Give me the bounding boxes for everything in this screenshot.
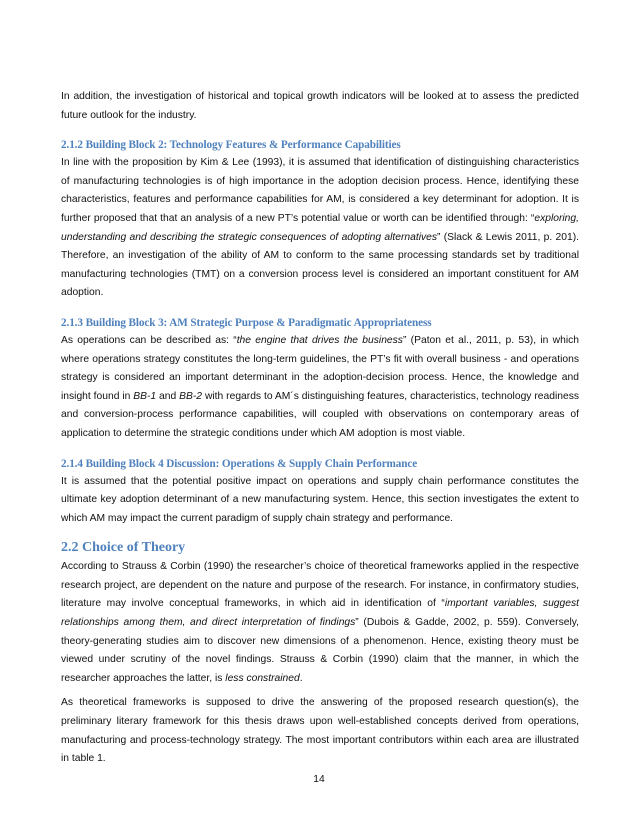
block3-quote: the engine that drives the business <box>236 334 403 346</box>
block3-text-b: ” (Paton et al., 2011, p. 53), in which where operations strategy constitutes the long-term guidelines, the PT’s fit with overall business - and operations strategy is considered an important determinant in the adoption-decision process. Hence, the knowledge and insight found in <box>61 334 579 402</box>
block2-text-b: ” (Slack & Lewis 2011, p. 201). Therefore, an investigation of the ability of AM to conform to the same processing standards set by traditional manufacturing technologies (TMT) on a conversion process level is considered an important constituent for AM adoption. <box>61 231 579 299</box>
page-number: 14 <box>313 774 325 785</box>
block4-paragraph: It is assumed that the potential positive impact on operations and supply chain performance constitutes the ultimate key adoption determinant of a new manufacturing system. Hence, this section investigates the extent to which AM may impact the current paradigm of supply chain strategy and performance. <box>61 475 579 524</box>
theory-quote: important variables, suggest relationships among them, and direct interpretation of findings <box>61 598 579 629</box>
theory-paragraph-2: As theoretical frameworks is supposed to drive the answering of the proposed research question(s), the preliminary literary framework for this thesis draws upon well-established concepts derived from operations, manufacturing and process-technology strategy. The most important contributors within each area are illustrated in table 1. <box>61 697 579 765</box>
block3-heading: 2.1.3 Building Block 3: AM Strategic Purpose & Paradigmatic Appropriateness <box>61 316 432 329</box>
block3-bb2: BB-2 <box>179 390 203 402</box>
theory-text-b: ” (Dubois & Gadde, 2002, p. 559). Conversely, theory-generating studies aim to discover new dimensions of a phenomenon. Hence, existing theory must be viewed under scrutiny of the novel findings. Strauss & Corbin (1990) claim that the manner, in which the researcher approaches the latter, is <box>61 617 579 684</box>
block3-text-d: with regards to AM´s distinguishing features, characteristics, technology readiness and conversion-process performance capabilities, will coupled with observations on contemporary areas of application to determine the strategic conditions under which AM adoption is most viable. <box>61 390 579 439</box>
theory-heading: 2.2 Choice of Theory <box>61 540 186 556</box>
block3-text-a: As operations can be described as: “ <box>61 334 237 346</box>
block2-heading: 2.1.2 Building Block 2: Technology Features & Performance Capabilities <box>61 139 401 152</box>
page-content <box>61 88 579 769</box>
block3-text-c: and <box>156 390 180 402</box>
theory-text-c: . <box>299 672 303 684</box>
block2-text-a: In line with the proposition by Kim & Lee (1993), it is assumed that identification of distinguishing characteristics of manufacturing technologies is of high importance in the adoption decision process. Hence, identifying these characteristics, features and performance capabilities for AM, is considered a key determinant for adoption. It is further proposed that that an analysis of a new PT’s potential value or worth can be identified through: “ <box>61 157 579 224</box>
theory-text-a: According to Strauss & Corbin (1990) the researcher’s choice of theoretical frameworks applied in the respective research project, are dependent on the nature and purpose of the research. For instance, in confirmatory studies, literature may involve conceptual frameworks, in which aid in identification of “ <box>61 561 579 610</box>
intro-paragraph: In addition, the investigation of historical and topical growth indicators will be looked at to assess the predicted future outlook for the industry. <box>61 91 579 121</box>
theory-paragraph-1 <box>61 558 579 688</box>
block3-bb1: BB-1 <box>133 390 157 402</box>
block4-heading: 2.1.4 Building Block 4 Discussion: Operations & Supply Chain Performance <box>61 457 418 470</box>
block2-quote: exploring, understanding and describing the strategic consequences of adopting alternatives <box>61 212 579 243</box>
block3-paragraph <box>61 332 579 444</box>
theory-constrained: less constrained <box>225 672 300 684</box>
block2-paragraph <box>61 154 579 303</box>
